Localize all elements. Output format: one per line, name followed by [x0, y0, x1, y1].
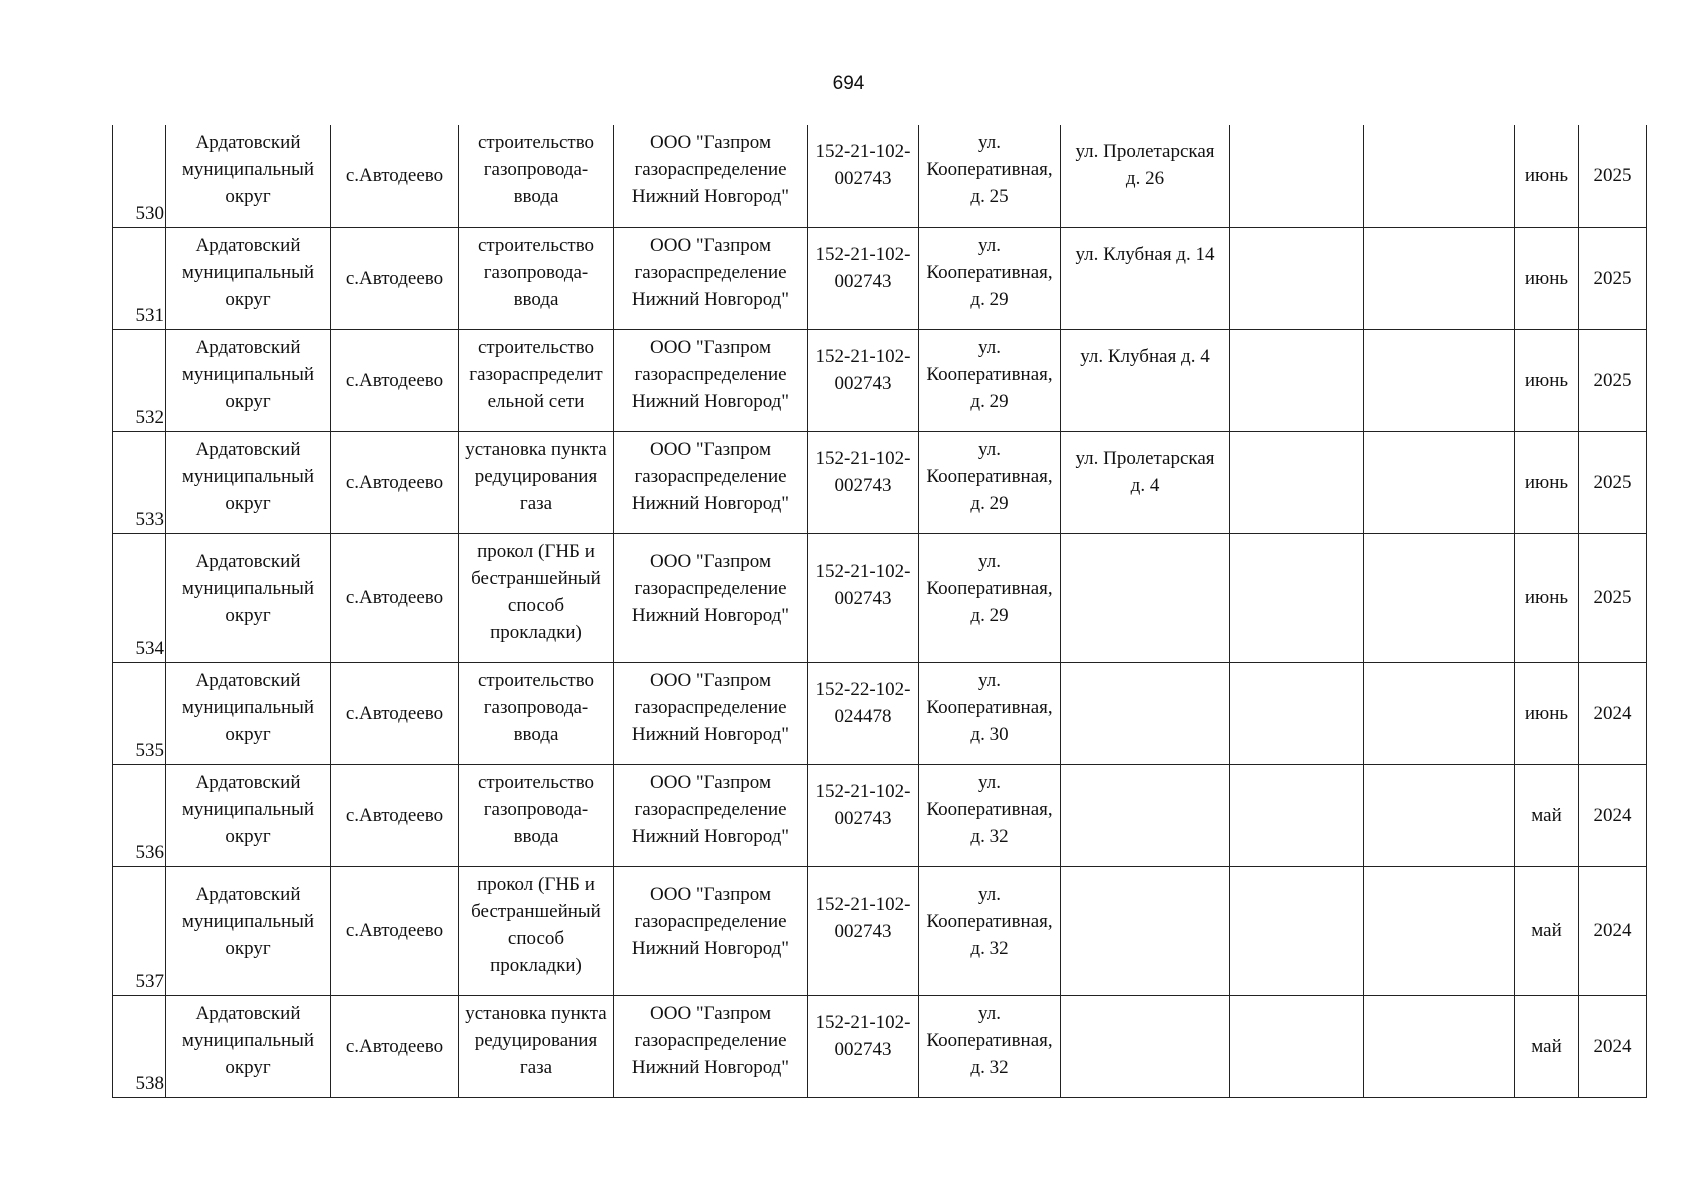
district-cell-line: округ: [225, 825, 271, 847]
district-cell-line: муниципальный: [181, 910, 315, 932]
address-cell-line: Кооперативная,: [926, 465, 1053, 487]
address-cell-line: ул.: [978, 771, 1001, 793]
works-type-cell-line: газопровода-: [483, 159, 589, 180]
row-number: 531: [113, 227, 166, 329]
registry-code-cell-line: 152-21-102-: [815, 560, 911, 582]
works-type-cell-line: ввода: [513, 723, 559, 745]
district-cell-line: муниципальный: [181, 465, 315, 487]
row-number: 538: [113, 995, 166, 1097]
district-cell-line: Ардатовский: [195, 669, 301, 691]
address-cell: [919, 662, 1061, 764]
empty-cell-b: [1364, 533, 1515, 662]
empty-cell-a: [1230, 329, 1364, 431]
address-extra-cell: [1061, 227, 1230, 329]
organization-cell: [614, 995, 808, 1097]
month-cell: июнь: [1515, 125, 1579, 227]
address-cell-line: д. 29: [970, 492, 1009, 514]
organization-cell-line: Нижний Новгород": [631, 492, 790, 514]
registry-code-cell: [808, 662, 919, 764]
row-number: 530: [113, 125, 166, 227]
registry-code-cell-line: 152-21-102-: [815, 893, 911, 915]
registry-code-cell-line: 024478: [834, 705, 892, 727]
district-cell-line: округ: [225, 492, 271, 514]
works-type-cell-line: строительство: [477, 234, 595, 256]
address-cell-line: Кооперативная,: [926, 363, 1053, 385]
address-cell-line: Кооперативная,: [926, 696, 1053, 718]
works-type-cell-line: установка пункта: [465, 1002, 607, 1024]
works-type-cell-line: бестраншейный: [471, 900, 601, 922]
organization-cell-line: Нижний Новгород": [631, 937, 790, 959]
empty-cell-b: [1364, 329, 1515, 431]
organization-cell-line: Нижний Новгород": [631, 288, 790, 310]
works-type-cell-line: редуцирования: [474, 465, 598, 487]
empty-cell-b: [1364, 431, 1515, 533]
works-type-cell-line: ввода: [513, 288, 559, 310]
address-extra-cell-line: ул. Пролетарская: [1075, 447, 1215, 469]
organization-cell: [614, 125, 808, 227]
empty-cell-a: [1230, 125, 1364, 227]
address-cell-line: д. 30: [970, 723, 1009, 745]
district-cell: [166, 662, 331, 764]
registry-code-cell-line: 152-21-102-: [815, 141, 911, 162]
district-cell-line: округ: [225, 390, 271, 412]
works-type-cell-line: газа: [519, 492, 553, 514]
table-row: [113, 125, 1647, 227]
district-cell-line: Ардатовский: [195, 771, 301, 793]
works-type-cell-line: строительство: [477, 336, 595, 358]
address-cell: [919, 227, 1061, 329]
works-type-cell-line: газораспределит: [469, 363, 603, 385]
address-extra-cell: [1061, 533, 1230, 662]
address-cell: [919, 431, 1061, 533]
organization-cell: [614, 329, 808, 431]
district-cell-line: округ: [225, 723, 271, 745]
district-cell-line: муниципальный: [181, 577, 315, 599]
registry-code-cell: [808, 431, 919, 533]
address-cell-line: д. 29: [970, 604, 1009, 626]
year-cell: 2025: [1579, 125, 1647, 227]
table-row: [113, 431, 1647, 533]
address-extra-cell-line: ул. Клубная д. 4: [1080, 345, 1210, 367]
address-extra-cell-line: ул. Клубная д. 14: [1075, 243, 1215, 265]
empty-cell-b: [1364, 764, 1515, 866]
address-cell-line: д. 32: [970, 1056, 1009, 1078]
district-cell-line: муниципальный: [181, 1029, 315, 1051]
settlement-cell: с.Автодеево: [331, 533, 459, 662]
empty-cell-a: [1230, 662, 1364, 764]
empty-cell-b: [1364, 662, 1515, 764]
address-cell-line: ул.: [978, 550, 1001, 572]
organization-cell-line: газораспределение: [634, 159, 787, 180]
month-cell: май: [1515, 764, 1579, 866]
district-cell-line: округ: [225, 604, 271, 626]
address-cell-line: д. 29: [970, 288, 1009, 310]
address-cell-line: ул.: [978, 1002, 1001, 1024]
table-row: [113, 533, 1647, 662]
organization-cell-line: газораспределение: [634, 696, 787, 718]
address-extra-cell-line: д. 26: [1125, 168, 1165, 189]
registry-code-cell: [808, 227, 919, 329]
works-type-cell-line: прокладки): [490, 954, 582, 976]
district-cell: [166, 125, 331, 227]
organization-cell-line: газораспределение: [634, 363, 787, 385]
works-type-cell-line: редуцирования: [474, 1029, 598, 1051]
organization-cell-line: ООО "Газпром: [650, 336, 771, 358]
year-cell: 2024: [1579, 866, 1647, 995]
district-cell-line: муниципальный: [181, 696, 315, 718]
registry-code-cell: [808, 764, 919, 866]
works-type-cell-line: газопровода-: [483, 798, 589, 820]
page-number: 694: [832, 73, 865, 94]
month-cell: май: [1515, 866, 1579, 995]
works-type-cell: [459, 329, 614, 431]
registry-code-cell-line: 002743: [834, 920, 892, 942]
address-cell-line: д. 32: [970, 825, 1009, 847]
empty-cell-a: [1230, 227, 1364, 329]
district-cell: [166, 533, 331, 662]
works-type-cell-line: строительство: [477, 669, 595, 691]
address-cell-line: Кооперативная,: [926, 798, 1053, 820]
organization-cell-line: Нижний Новгород": [631, 825, 790, 847]
address-extra-cell: [1061, 995, 1230, 1097]
organization-cell-line: ООО "Газпром: [650, 669, 771, 691]
year-cell: 2025: [1579, 329, 1647, 431]
works-type-cell-line: прокол (ГНБ и: [477, 540, 595, 562]
district-cell-line: муниципальный: [181, 798, 315, 820]
works-type-cell-line: прокол (ГНБ и: [477, 873, 595, 895]
address-extra-cell-line: д. 4: [1130, 474, 1160, 496]
address-cell-line: Кооперативная,: [926, 261, 1053, 283]
works-type-cell: [459, 764, 614, 866]
table-row: [113, 662, 1647, 764]
organization-cell-line: ООО "Газпром: [650, 771, 771, 793]
address-extra-cell-line: ул. Пролетарская: [1075, 141, 1215, 162]
settlement-cell: с.Автодеево: [331, 764, 459, 866]
empty-cell-b: [1364, 995, 1515, 1097]
address-cell-line: ул.: [978, 669, 1001, 691]
address-extra-cell: [1061, 125, 1230, 227]
organization-cell: [614, 533, 808, 662]
registry-code-cell-line: 152-21-102-: [815, 1011, 911, 1033]
registry-code-cell-line: 002743: [834, 587, 892, 609]
works-type-cell-line: ввода: [513, 825, 559, 847]
empty-cell-a: [1230, 533, 1364, 662]
works-type-cell-line: газа: [519, 1056, 553, 1078]
row-number: 535: [113, 662, 166, 764]
settlement-cell: с.Автодеево: [331, 662, 459, 764]
organization-cell: [614, 662, 808, 764]
district-cell-line: округ: [225, 288, 271, 310]
works-type-cell-line: прокладки): [490, 621, 582, 643]
registry-code-cell: [808, 866, 919, 995]
month-cell: май: [1515, 995, 1579, 1097]
organization-cell-line: ООО "Газпром: [650, 550, 771, 572]
organization-cell-line: газораспределение: [634, 465, 787, 487]
empty-cell-b: [1364, 227, 1515, 329]
works-type-cell: [459, 431, 614, 533]
works-type-cell-line: установка пункта: [465, 438, 607, 460]
address-cell: [919, 125, 1061, 227]
works-type-cell-line: способ: [507, 594, 565, 616]
settlement-cell: с.Автодеево: [331, 995, 459, 1097]
address-extra-cell: [1061, 764, 1230, 866]
registry-code-cell-line: 152-21-102-: [815, 447, 911, 469]
month-cell: июнь: [1515, 329, 1579, 431]
works-type-cell: [459, 662, 614, 764]
organization-cell-line: Нижний Новгород": [631, 723, 790, 745]
registry-code-cell-line: 152-22-102-: [815, 678, 911, 700]
organization-cell-line: газораспределение: [634, 1029, 787, 1051]
row-number: 534: [113, 533, 166, 662]
district-cell: [166, 866, 331, 995]
address-extra-cell: [1061, 431, 1230, 533]
settlement-cell: с.Автодеево: [331, 227, 459, 329]
works-type-cell-line: ввода: [513, 186, 559, 207]
empty-cell-a: [1230, 764, 1364, 866]
address-extra-cell: [1061, 662, 1230, 764]
works-type-cell: [459, 866, 614, 995]
organization-cell-line: газораспределение: [634, 261, 787, 283]
works-type-cell-line: газопровода-: [483, 261, 589, 283]
organization-cell-line: Нижний Новгород": [631, 1056, 790, 1078]
works-type-cell-line: способ: [507, 927, 565, 949]
table-row: [113, 764, 1647, 866]
empty-cell-a: [1230, 431, 1364, 533]
address-cell: [919, 866, 1061, 995]
address-cell: [919, 329, 1061, 431]
district-cell-line: округ: [225, 186, 271, 207]
organization-cell-line: газораспределение: [634, 798, 787, 820]
organization-cell-line: ООО "Газпром: [650, 1002, 771, 1024]
organization-cell-line: ООО "Газпром: [650, 438, 771, 460]
table-row: [113, 329, 1647, 431]
year-cell: 2025: [1579, 431, 1647, 533]
month-cell: июнь: [1515, 662, 1579, 764]
organization-cell: [614, 227, 808, 329]
address-cell: [919, 995, 1061, 1097]
district-cell-line: Ардатовский: [195, 883, 301, 905]
organization-cell: [614, 866, 808, 995]
district-cell: [166, 764, 331, 866]
address-cell: [919, 533, 1061, 662]
year-cell: 2025: [1579, 227, 1647, 329]
year-cell: 2024: [1579, 764, 1647, 866]
organization-cell-line: ООО "Газпром: [650, 883, 771, 905]
address-cell-line: д. 25: [970, 186, 1009, 207]
address-extra-cell: [1061, 329, 1230, 431]
works-type-cell: [459, 533, 614, 662]
registry-table-body: [113, 125, 1647, 1097]
row-number: 537: [113, 866, 166, 995]
settlement-cell: с.Автодеево: [331, 866, 459, 995]
registry-code-cell-line: 152-21-102-: [815, 345, 911, 367]
works-type-cell-line: строительство: [477, 771, 595, 793]
organization-cell-line: Нижний Новгород": [631, 604, 790, 626]
settlement-cell: с.Автодеево: [331, 125, 459, 227]
organization-cell: [614, 431, 808, 533]
district-cell-line: Ардатовский: [195, 336, 301, 358]
district-cell-line: Ардатовский: [195, 234, 301, 256]
address-cell-line: д. 32: [970, 937, 1009, 959]
table-row: [113, 227, 1647, 329]
organization-cell-line: Нижний Новгород": [631, 390, 790, 412]
organization-cell-line: газораспределение: [634, 577, 787, 599]
district-cell: [166, 227, 331, 329]
district-cell-line: муниципальный: [181, 261, 315, 283]
year-cell: 2024: [1579, 995, 1647, 1097]
address-cell-line: ул.: [978, 883, 1001, 905]
works-type-cell-line: ельной сети: [487, 390, 585, 412]
registry-table: [112, 125, 1647, 1098]
year-cell: 2025: [1579, 533, 1647, 662]
works-type-cell-line: газопровода-: [483, 696, 589, 718]
address-cell-line: Кооперативная,: [926, 159, 1053, 180]
organization-cell-line: ООО "Газпром: [650, 234, 771, 256]
organization-cell-line: ООО "Газпром: [650, 132, 771, 153]
table-row: [113, 866, 1647, 995]
registry-code-cell-line: 002743: [834, 270, 892, 292]
district-cell-line: округ: [225, 937, 271, 959]
settlement-cell: с.Автодеево: [331, 431, 459, 533]
address-cell-line: Кооперативная,: [926, 1029, 1053, 1051]
registry-code-cell-line: 152-21-102-: [815, 780, 911, 802]
address-cell-line: Кооперативная,: [926, 577, 1053, 599]
registry-code-cell-line: 152-21-102-: [815, 243, 911, 265]
address-cell-line: ул.: [978, 234, 1001, 256]
district-cell: [166, 431, 331, 533]
works-type-cell-line: бестраншейный: [471, 567, 601, 589]
works-type-cell-line: строительство: [477, 132, 595, 153]
district-cell-line: Ардатовский: [195, 550, 301, 572]
organization-cell: [614, 764, 808, 866]
year-cell: 2024: [1579, 662, 1647, 764]
address-cell: [919, 764, 1061, 866]
district-cell-line: Ардатовский: [195, 1002, 301, 1024]
organization-cell-line: Нижний Новгород": [631, 186, 790, 207]
address-cell-line: Кооперативная,: [926, 910, 1053, 932]
registry-code-cell-line: 002743: [834, 807, 892, 829]
district-cell: [166, 995, 331, 1097]
table-row: [113, 995, 1647, 1097]
settlement-cell: с.Автодеево: [331, 329, 459, 431]
registry-code-cell: [808, 329, 919, 431]
district-cell-line: Ардатовский: [195, 438, 301, 460]
address-cell-line: ул.: [978, 438, 1001, 460]
row-number: 536: [113, 764, 166, 866]
address-cell-line: д. 29: [970, 390, 1009, 412]
registry-code-cell-line: 002743: [834, 1038, 892, 1060]
empty-cell-b: [1364, 125, 1515, 227]
works-type-cell: [459, 125, 614, 227]
empty-cell-a: [1230, 995, 1364, 1097]
works-type-cell: [459, 995, 614, 1097]
row-number: 533: [113, 431, 166, 533]
registry-code-cell: [808, 995, 919, 1097]
registry-code-cell: [808, 533, 919, 662]
registry-code-cell-line: 002743: [834, 168, 892, 189]
empty-cell-a: [1230, 866, 1364, 995]
district-cell-line: муниципальный: [181, 363, 315, 385]
organization-cell-line: газораспределение: [634, 910, 787, 932]
registry-code-cell-line: 002743: [834, 474, 892, 496]
district-cell-line: Ардатовский: [195, 132, 301, 153]
registry-code-cell: [808, 125, 919, 227]
district-cell-line: муниципальный: [181, 159, 315, 180]
registry-code-cell-line: 002743: [834, 372, 892, 394]
address-cell-line: ул.: [978, 336, 1001, 358]
address-extra-cell: [1061, 866, 1230, 995]
district-cell: [166, 329, 331, 431]
works-type-cell: [459, 227, 614, 329]
month-cell: июнь: [1515, 227, 1579, 329]
row-number: 532: [113, 329, 166, 431]
month-cell: июнь: [1515, 533, 1579, 662]
empty-cell-b: [1364, 866, 1515, 995]
address-cell-line: ул.: [978, 132, 1001, 153]
district-cell-line: округ: [225, 1056, 271, 1078]
month-cell: июнь: [1515, 431, 1579, 533]
